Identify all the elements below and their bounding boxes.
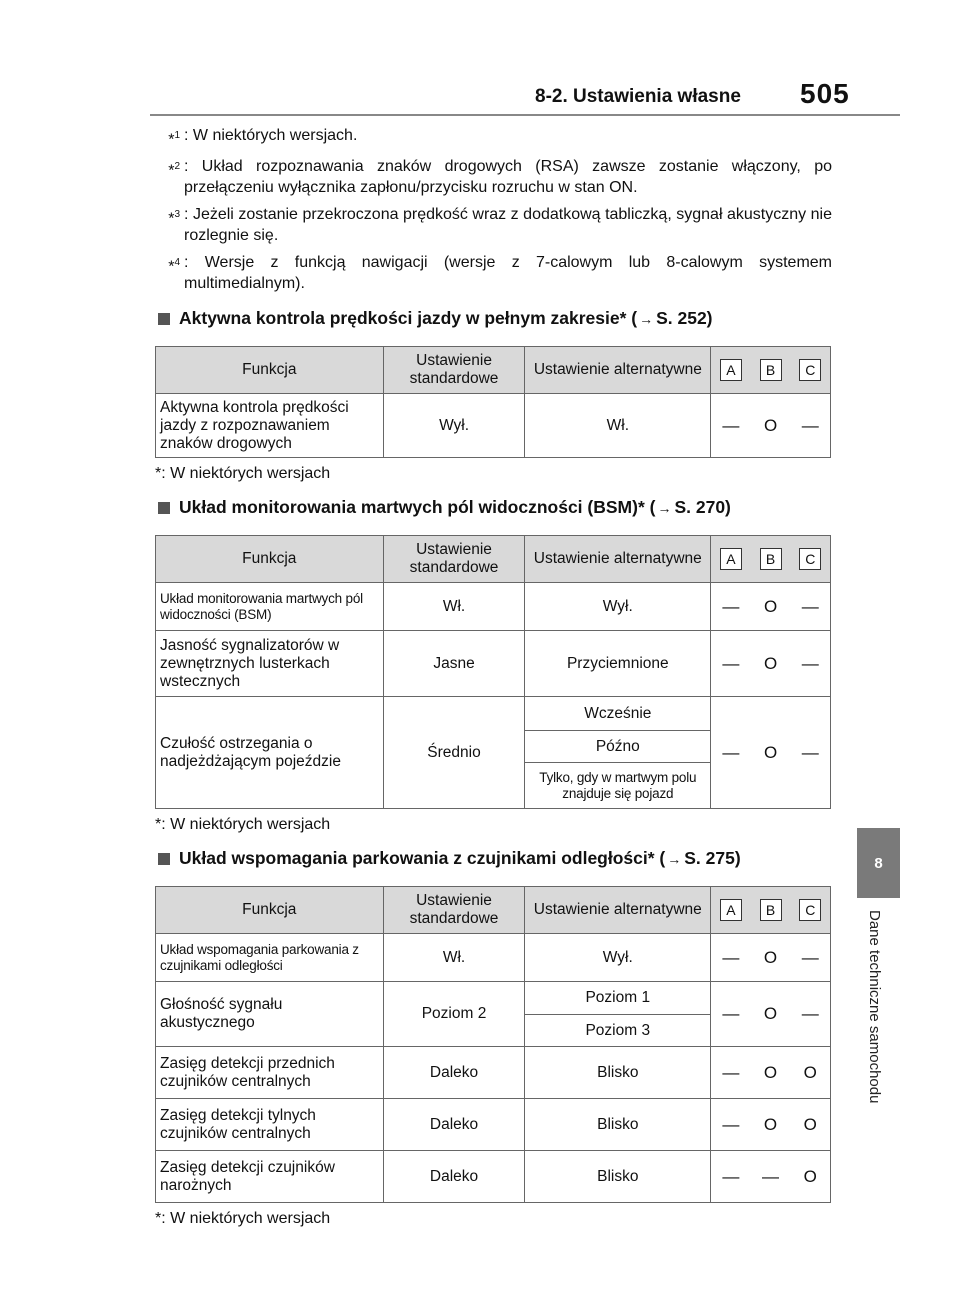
- square-bullet-icon: [158, 313, 170, 325]
- cell-function: Głośność sygnału akustycznego: [156, 982, 384, 1047]
- page-content: [150, 122, 832, 1228]
- cell-function: Jasność sygnalizatorów w zewnętrznych lusterkach wstecznych: [156, 631, 384, 697]
- table-note: *: W niektórych wersjach: [155, 1210, 331, 1228]
- footnote-text: : Wersje z funkcją nawigacji (wersje z 7-calowym lub 8-calowym systemem multimedialnym).: [184, 254, 832, 293]
- col-header-b: B: [760, 548, 782, 570]
- footnote-item: *$^3$ : Jeżeli zostanie przekroczona prędkość wraz z dodatkową tabliczką, sygnał akustyczny nie rozlegnie się.: [168, 206, 832, 245]
- cell-alternative: Wył.: [525, 934, 711, 982]
- cell-b: O: [751, 1047, 791, 1099]
- arrow-right-icon: →: [667, 850, 682, 867]
- cell-a: —: [711, 631, 751, 697]
- page-number: 505: [800, 78, 850, 109]
- cell-standard: Wył.: [383, 394, 525, 458]
- cell-c: O: [791, 1099, 831, 1151]
- cell-alternative: Poziom 1: [525, 982, 711, 1015]
- cell-b: O: [751, 394, 791, 458]
- col-header-c: C: [799, 359, 821, 381]
- table-note: *: W niektórych wersjach: [155, 816, 331, 834]
- cell-standard: Średnio: [383, 697, 525, 809]
- cell-alternative: Poziom 3: [525, 1015, 711, 1047]
- cell-b: O: [751, 934, 791, 982]
- cell-standard: Wł.: [383, 934, 525, 982]
- footnotes: [150, 125, 832, 294]
- cell-a: —: [711, 583, 751, 631]
- cell-alternative: Blisko: [525, 1047, 711, 1099]
- cell-function: Aktywna kontrola prędkości jazdy z rozpoznawaniem znaków drogowych: [156, 394, 384, 458]
- cell-c: O: [791, 1047, 831, 1099]
- col-header-function: Funkcja: [156, 347, 384, 394]
- cell-alternative: Wcześnie: [525, 697, 711, 731]
- section-title: 8-2. Ustawienia własne: [535, 86, 741, 107]
- cell-function: Układ wspomagania parkowania z czujnikami odległości: [156, 934, 384, 982]
- cell-standard: Daleko: [383, 1047, 525, 1099]
- col-header-alternative: Ustawienie alternatywne: [525, 536, 711, 583]
- col-header-c: C: [799, 548, 821, 570]
- cell-standard: Poziom 2: [383, 982, 525, 1047]
- section-heading-parking: Układ wspomagania parkowania z czujnikami odległości* ( → S. 275): [150, 848, 832, 869]
- cell-b: —: [751, 1151, 791, 1203]
- footnote-item: *$^2$ : Układ rozpoznawania znaków drogowych (RSA) zawsze zostanie włączony, po przełączeniu wyłącznika zapłonu/przycisku rozruchu w stan ON.: [168, 158, 832, 197]
- table-note: *: W niektórych wersjach: [155, 465, 331, 483]
- col-header-alternative: Ustawienie alternatywne: [525, 347, 711, 394]
- settings-table-acc: [155, 346, 831, 458]
- cell-b: O: [751, 982, 791, 1047]
- page-reference[interactable]: S. 252): [656, 308, 713, 329]
- cell-b: O: [751, 583, 791, 631]
- table-header-row: [156, 536, 831, 583]
- cell-function: Układ monitorowania martwych pól widoczności (BSM): [156, 583, 384, 631]
- table-row: [156, 1151, 831, 1203]
- cell-c: —: [791, 934, 831, 982]
- footnote-text: : Układ rozpoznawania znaków drogowych (RSA) zawsze zostanie włączony, po przełączeniu wyłącznika zapłonu/przycisku rozruchu w stan ON.: [184, 158, 832, 197]
- cell-c: —: [791, 394, 831, 458]
- col-header-standard: Ustawienie standardowe: [383, 887, 525, 934]
- cell-a: —: [711, 697, 751, 809]
- cell-alternative: Wł.: [525, 394, 711, 458]
- cell-function: Zasięg detekcji przednich czujników centralnych: [156, 1047, 384, 1099]
- table-row: [156, 583, 831, 631]
- col-header-a: A: [720, 899, 742, 921]
- footnote-item: *$^4$ : Wersje z funkcją nawigacji (wersje z 7-calowym lub 8-calowym systemem multimedialnym).: [168, 254, 832, 293]
- cell-function: Zasięg detekcji czujników narożnych: [156, 1151, 384, 1203]
- chapter-tab: 8: [857, 828, 900, 898]
- square-bullet-icon: [158, 502, 170, 514]
- col-header-a: A: [720, 548, 742, 570]
- cell-standard: Daleko: [383, 1099, 525, 1151]
- header-divider: [150, 114, 900, 116]
- cell-alternative: Przyciemnione: [525, 631, 711, 697]
- cell-a: —: [711, 1099, 751, 1151]
- cell-c: —: [791, 583, 831, 631]
- footnote-item: *$^1$ : W niektórych wersjach.: [150, 125, 832, 150]
- square-bullet-icon: [158, 853, 170, 865]
- col-header-b: B: [760, 899, 782, 921]
- col-header-function: Funkcja: [156, 887, 384, 934]
- table-row: [156, 982, 831, 1015]
- cell-a: —: [711, 394, 751, 458]
- col-header-standard: Ustawienie standardowe: [383, 536, 525, 583]
- chapter-label: Dane techniczne samochodu: [866, 910, 883, 1104]
- cell-alternative: Wył.: [525, 583, 711, 631]
- cell-standard: Wł.: [383, 583, 525, 631]
- cell-a: —: [711, 934, 751, 982]
- col-header-b: B: [760, 359, 782, 381]
- footnote-text: : W niektórych wersjach.: [184, 127, 358, 144]
- section-heading-acc: Aktywna kontrola prędkości jazdy w pełnym zakresie* ( → S. 252): [150, 308, 832, 329]
- cell-function: Czułość ostrzegania o nadjeżdżającym pojeździe: [156, 697, 384, 809]
- table-row: [156, 934, 831, 982]
- cell-alternative: Blisko: [525, 1099, 711, 1151]
- cell-b: O: [751, 1099, 791, 1151]
- cell-c: —: [791, 631, 831, 697]
- table-header-row: [156, 887, 831, 934]
- table-header-row: [156, 347, 831, 394]
- table-row: [156, 394, 831, 458]
- col-header-alternative: Ustawienie alternatywne: [525, 887, 711, 934]
- cell-alternative: Późno: [525, 731, 711, 763]
- cell-a: —: [711, 982, 751, 1047]
- settings-table-parking: [155, 886, 831, 1203]
- cell-a: —: [711, 1047, 751, 1099]
- arrow-right-icon: →: [657, 499, 672, 516]
- col-header-function: Funkcja: [156, 536, 384, 583]
- col-header-standard: Ustawienie standardowe: [383, 347, 525, 394]
- page-header: [0, 0, 960, 120]
- cell-c: —: [791, 982, 831, 1047]
- cell-standard: Jasne: [383, 631, 525, 697]
- cell-function: Zasięg detekcji tylnych czujników centralnych: [156, 1099, 384, 1151]
- cell-a: —: [711, 1151, 751, 1203]
- cell-b: O: [751, 697, 791, 809]
- cell-alternative: Blisko: [525, 1151, 711, 1203]
- settings-table-bsm: [155, 535, 831, 809]
- col-header-a: A: [720, 359, 742, 381]
- cell-c: —: [791, 697, 831, 809]
- cell-alternative: Tylko, gdy w martwym polu znajduje się pojazd: [525, 763, 711, 809]
- table-row: [156, 631, 831, 697]
- footnote-text: : Jeżeli zostanie przekroczona prędkość wraz z dodatkową tabliczką, sygnał akustyczny nie rozlegnie się.: [184, 206, 832, 245]
- table-row: [156, 697, 831, 731]
- table-row: [156, 1047, 831, 1099]
- page-reference[interactable]: S. 270): [674, 497, 731, 518]
- section-heading-bsm: Układ monitorowania martwych pól widoczności (BSM)* ( → S. 270): [150, 497, 832, 518]
- col-header-c: C: [799, 899, 821, 921]
- table-row: [156, 1099, 831, 1151]
- cell-c: O: [791, 1151, 831, 1203]
- arrow-right-icon: →: [639, 310, 654, 327]
- cell-standard: Daleko: [383, 1151, 525, 1203]
- page-reference[interactable]: S. 275): [684, 848, 741, 869]
- cell-b: O: [751, 631, 791, 697]
